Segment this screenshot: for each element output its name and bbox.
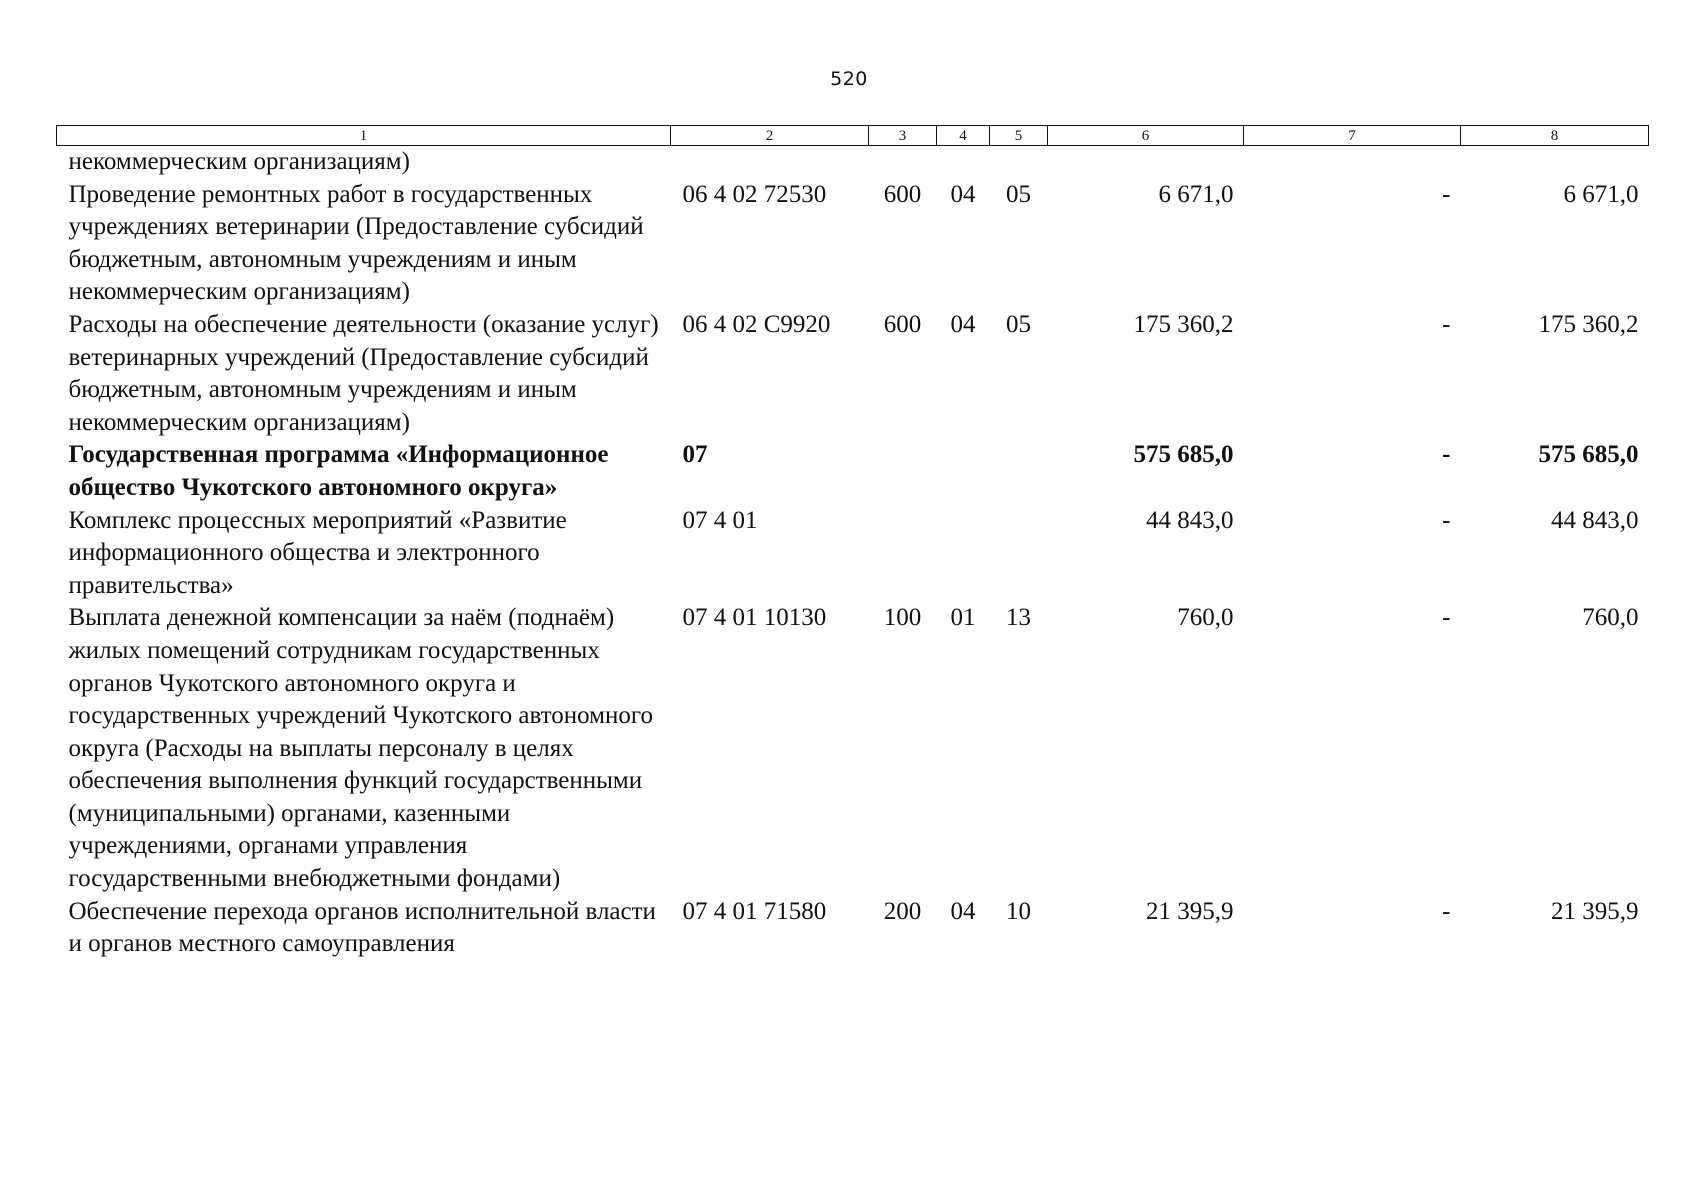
row-amount: 6 671,0: [1158, 180, 1234, 208]
row-code: 06 4 02 С9920: [682, 310, 831, 338]
table-row: [57, 602, 1649, 895]
row-expense-type: 600: [883, 180, 922, 208]
row-amount: 44 843,0: [1146, 506, 1234, 534]
row-total: 175 360,2: [1538, 310, 1639, 338]
header-col-7: 7: [1244, 126, 1461, 146]
row-subsection: 10: [1006, 897, 1031, 925]
row-total: 575 685,0: [1538, 441, 1639, 469]
row-amount: [1048, 146, 1244, 179]
table-row: [57, 146, 1649, 179]
budget-table: [56, 125, 1649, 961]
row-total: 6 671,0: [1563, 180, 1639, 208]
table-row: [57, 309, 1649, 439]
row-code: 07 4 01: [682, 506, 758, 534]
row-change: -: [1442, 506, 1451, 534]
row-name: некоммерческим организациям): [68, 148, 410, 175]
row-subsection: 13: [1006, 604, 1031, 632]
row-total: 760,0: [1582, 604, 1639, 632]
row-name: Комплекс процессных мероприятий «Развитие информационного общества и электронного правительства»: [68, 506, 567, 599]
row-expense-type: [869, 505, 937, 603]
row-change: [1244, 146, 1461, 179]
table-body: [57, 146, 1649, 961]
row-subsection: 05: [1006, 180, 1031, 208]
row-section: 01: [950, 604, 976, 632]
row-subsection: 05: [1006, 310, 1031, 338]
row-code: 07: [682, 441, 708, 469]
row-change: -: [1442, 310, 1451, 338]
row-total: 21 395,9: [1551, 897, 1639, 925]
row-code: [671, 146, 869, 179]
row-code: 06 4 02 72530: [682, 180, 827, 208]
row-amount: 760,0: [1177, 604, 1234, 632]
header-col-6: 6: [1048, 126, 1244, 146]
row-subsection: [990, 439, 1048, 504]
row-name: Проведение ремонтных работ в государственных учреждениях ветеринарии (Предоставление субсидий бюджетным, автономным учреждениям и иным некоммерческим организациям): [68, 180, 644, 306]
row-amount: 175 360,2: [1133, 310, 1234, 338]
row-expense-type: 600: [883, 310, 922, 338]
row-section: [937, 439, 990, 504]
row-section: 04: [950, 310, 976, 338]
table-row: [57, 505, 1649, 603]
row-change: -: [1442, 897, 1451, 925]
page-number: 520: [830, 68, 868, 90]
row-section: 04: [950, 897, 976, 925]
header-row: [57, 126, 1649, 146]
header-col-5: 5: [990, 126, 1048, 146]
header-col-4: 4: [937, 126, 990, 146]
header-col-2: 2: [671, 126, 869, 146]
header-col-3: 3: [869, 126, 937, 146]
row-amount: 21 395,9: [1146, 897, 1234, 925]
row-section: [937, 505, 990, 603]
table-row: [57, 179, 1649, 309]
row-subsection: [990, 146, 1048, 179]
row-expense-type: [869, 439, 937, 504]
row-code: 07 4 01 10130: [682, 604, 827, 632]
row-section: 04: [950, 180, 976, 208]
row-expense-type: 200: [883, 897, 922, 925]
header-col-8: 8: [1461, 126, 1649, 146]
row-change: -: [1442, 604, 1451, 632]
row-total: [1461, 146, 1649, 179]
row-expense-type: 100: [883, 604, 922, 632]
row-total: 44 843,0: [1551, 506, 1639, 534]
header-col-1: 1: [57, 126, 671, 146]
row-expense-type: [869, 146, 937, 179]
row-name: Государственная программа «Информационное общество Чукотского автономного округа»: [68, 441, 609, 501]
row-amount: 575 685,0: [1133, 441, 1234, 469]
row-section: [937, 146, 990, 179]
row-subsection: [990, 505, 1048, 603]
table-row: [57, 439, 1649, 504]
row-name: Обеспечение перехода органов исполнительной власти и органов местного самоуправления: [68, 897, 656, 958]
table-row: [57, 896, 1649, 961]
row-change: -: [1442, 441, 1451, 469]
row-change: -: [1442, 180, 1451, 208]
row-name: Расходы на обеспечение деятельности (оказание услуг) ветеринарных учреждений (Предоставление субсидий бюджетным, автономным учреждениям и иным некоммерческим организациям): [68, 310, 659, 436]
row-code: 07 4 01 71580: [682, 897, 827, 925]
row-name: Выплата денежной компенсации за наём (поднаём) жилых помещений сотрудникам государственных органов Чукотского автономного округа и государственных учреждений Чукотского автономного округа (Расходы на выплаты персоналу в целях обеспечения выполнения функций государственными (муниципальными) органами, казенными учреждениями, органами управления государственными внебюджетными фондами): [68, 604, 653, 893]
table-header: [57, 126, 1649, 146]
